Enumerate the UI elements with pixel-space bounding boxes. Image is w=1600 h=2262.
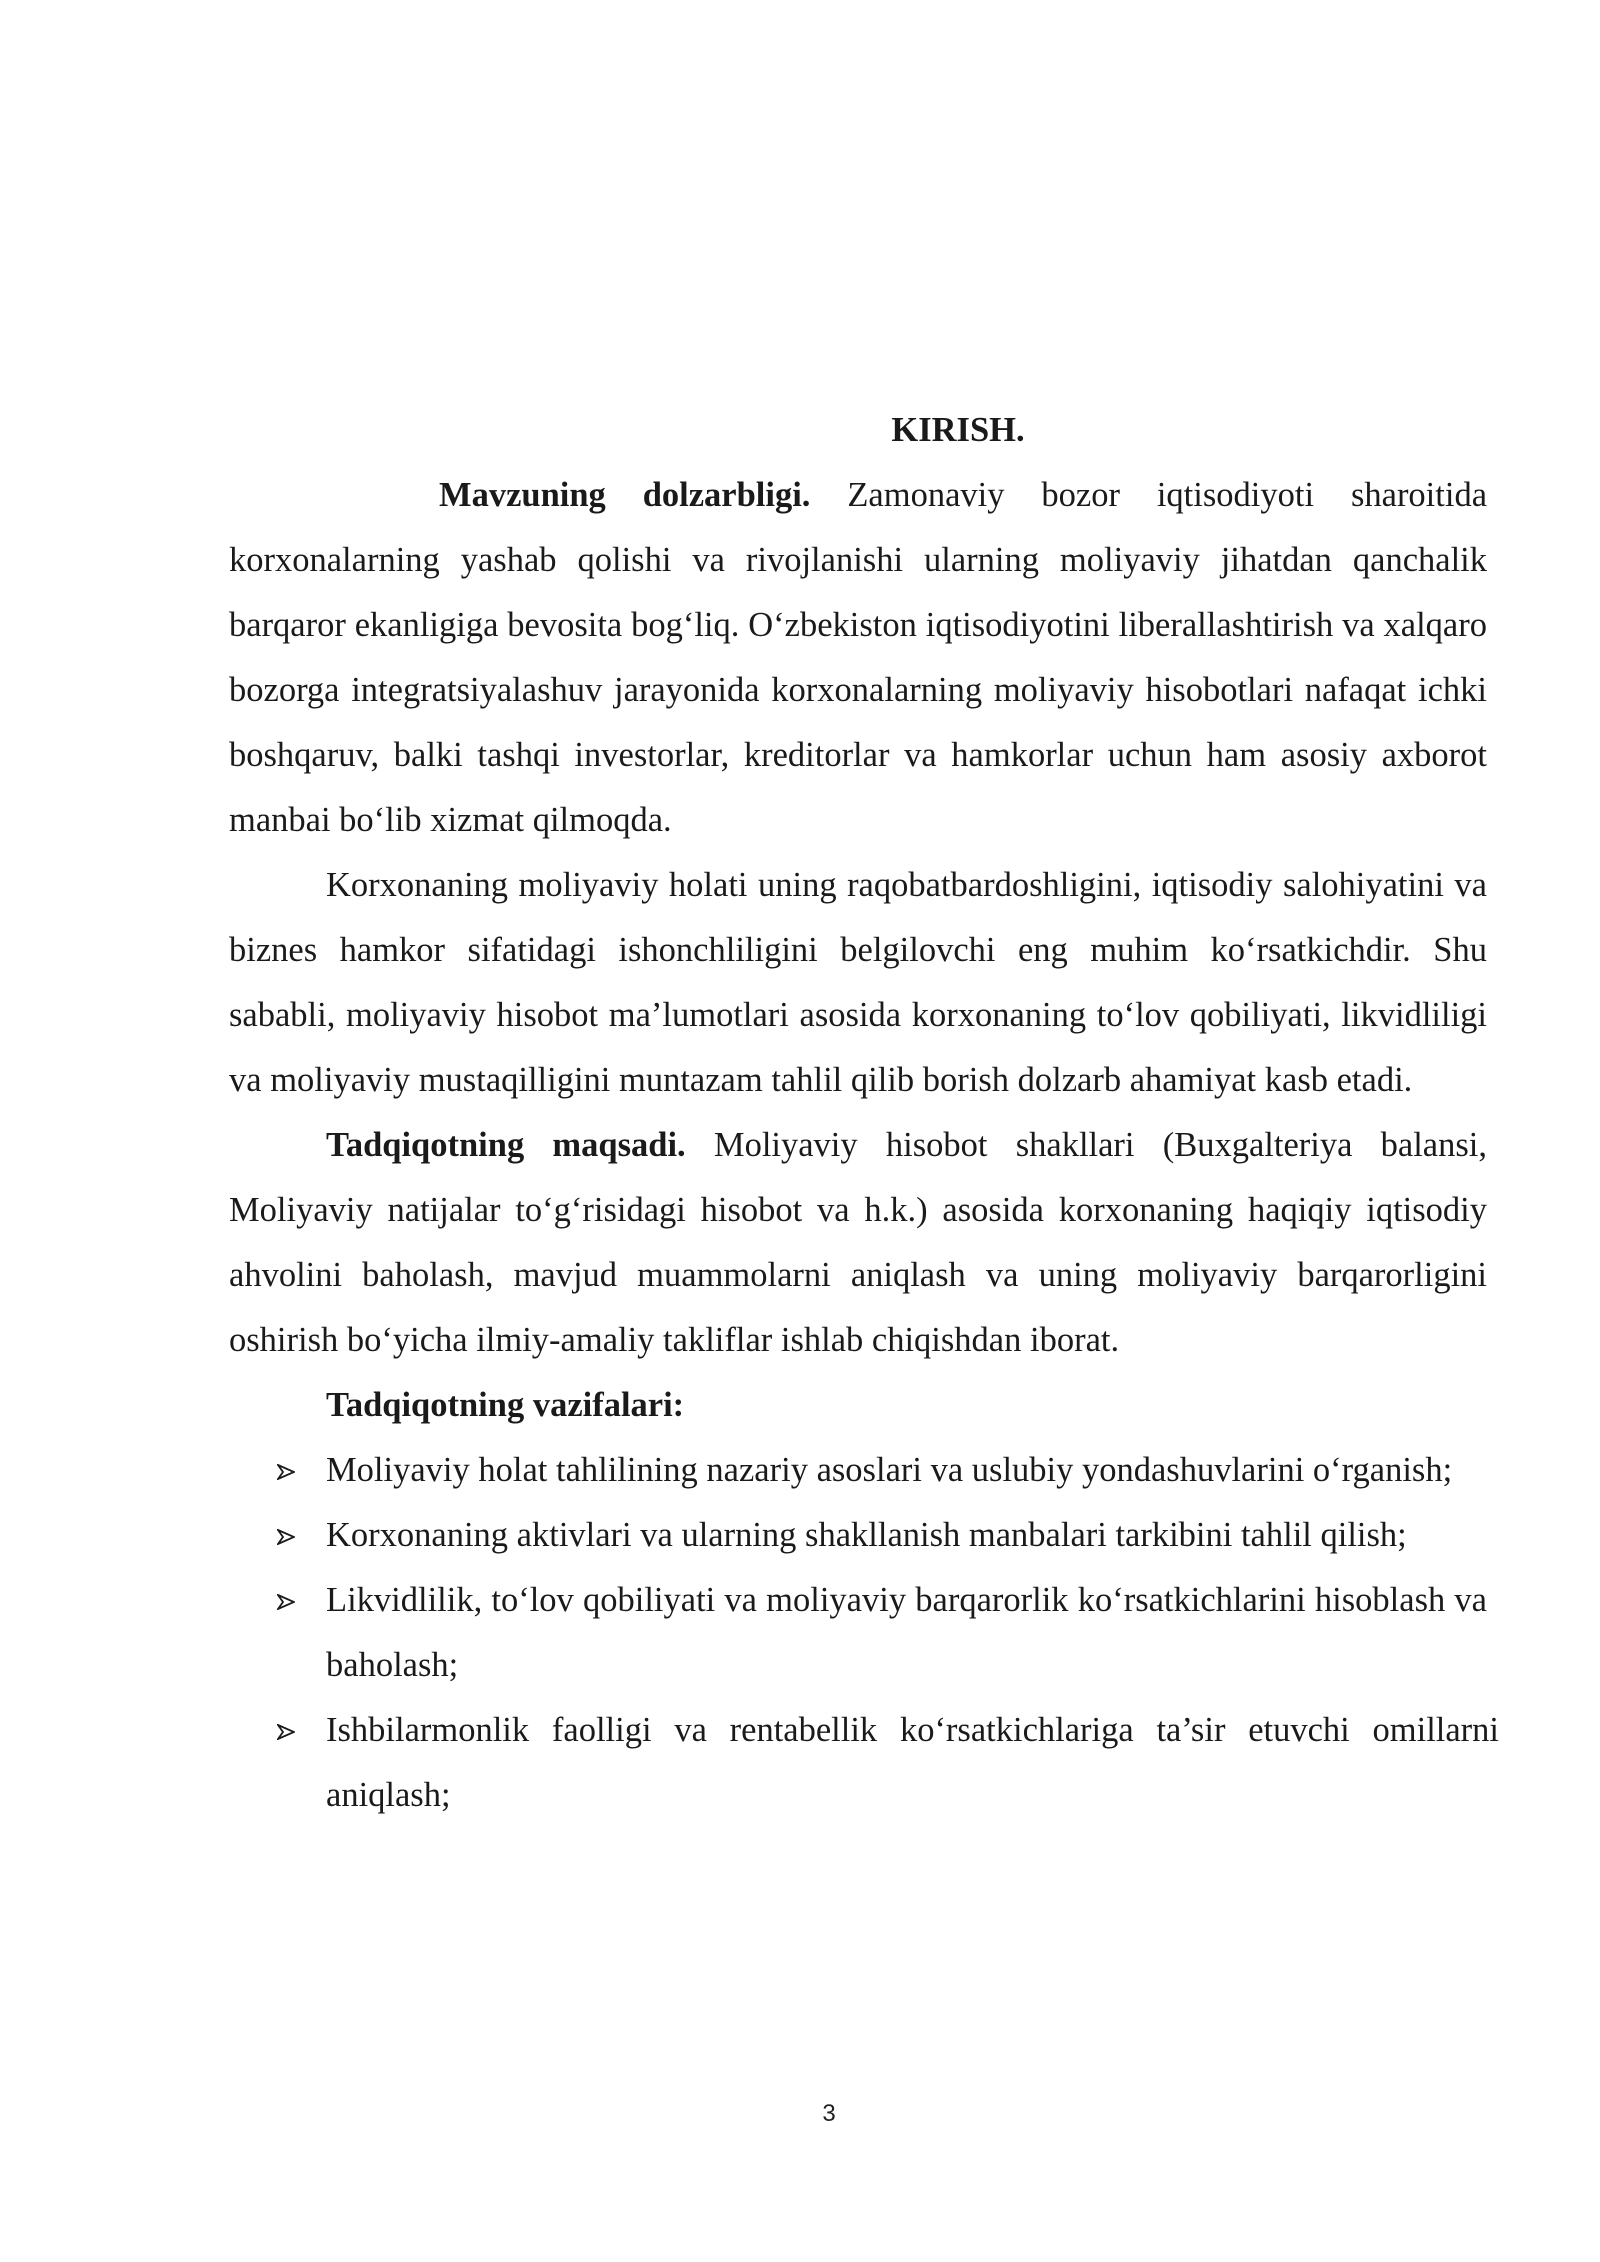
arrowhead-bullet-icon: [277, 1503, 301, 1568]
relevance-heading: Mavzuning dolzarbligi.: [439, 476, 811, 514]
arrowhead-bullet-icon: [277, 1568, 301, 1633]
relevance-text: Zamonaviy bozor iqtisodiyoti sharoitida korxonalarning yashab qolishi va rivojlanishi ularning moliyaviy jihatdan qanchalik barqaror ekanligiga bevosita bog‘liq. O‘zbekiston iqtisodiyotini liberallashtirish va xalqaro bozorga integratsiyalashuv jarayonida korxonalarning moliyaviy hisobotlari nafaqat ichki boshqaruv, balki tashqi investorlar, kreditorlar va hamkorlar uchun ham asosiy axborot manbai bo‘lib xizmat qilmoqda.: [229, 476, 1488, 839]
task-item-text: Moliyaviy holat tahlilining nazariy asoslari va uslubiy yondashuvlarini o‘rganish;: [326, 1451, 1453, 1489]
goal-heading: Tadqiqotning maqsadi.: [326, 1126, 686, 1164]
task-item: [229, 1438, 1487, 1503]
relevance-paragraph: [229, 463, 1487, 853]
task-item-text: Korxonaning aktivlari va ularning shakllanish manbalari tarkibini tahlil qilish;: [326, 1516, 1407, 1554]
goal-text: Moliyaviy hisobot shakllari (Buxgalteriya balansi, Moliyaviy natijalar to‘g‘risidagi hisobot va h.k.) asosida korxonaning haqiqiy iqtisodiy ahvolini baholash, mavjud muammolarni aniqlash va uning moliyaviy barqarorligini oshirish bo‘yicha ilmiy-amaliy takliflar ishlab chiqishdan iborat.: [229, 1126, 1487, 1359]
tasks-list: [229, 1438, 1499, 1828]
task-item-text: Ishbilarmonlik faolligi va rentabellik ko‘rsatkichlariga ta’sir etuvchi omillarni aniqlash;: [326, 1711, 1499, 1814]
task-item: [229, 1698, 1499, 1828]
task-item: [229, 1503, 1487, 1568]
arrowhead-bullet-icon: [277, 1438, 301, 1503]
task-item: [229, 1568, 1487, 1698]
page-title: KIRISH.: [891, 411, 1025, 449]
tasks-heading: Tadqiqotning vazifalari:: [326, 1386, 685, 1424]
task-item-text: Likvidlilik, to‘lov qobiliyati va moliyaviy barqarorlik ko‘rsatkichlarini hisoblash va baholash;: [326, 1581, 1487, 1684]
page-number: 3: [822, 2100, 836, 2127]
goal-paragraph: [229, 1113, 1487, 1373]
arrowhead-bullet-icon: [277, 1698, 301, 1763]
financial-state-paragraph: Korxonaning moliyaviy holati uning raqobatbardoshligini, iqtisodiy salohiyatini va biznes hamkor sifatidagi ishonchliligini belgilovchi eng muhim ko‘rsatkichdir. Shu sababli, moliyaviy hisobot ma’lumotlari asosida korxonaning to‘lov qobiliyati, likvidliligi va moliyaviy mustaqilligini muntazam tahlil qilib borish dolzarb ahamiyat kasb etadi.: [229, 866, 1487, 1099]
page-content: [229, 398, 1499, 1828]
